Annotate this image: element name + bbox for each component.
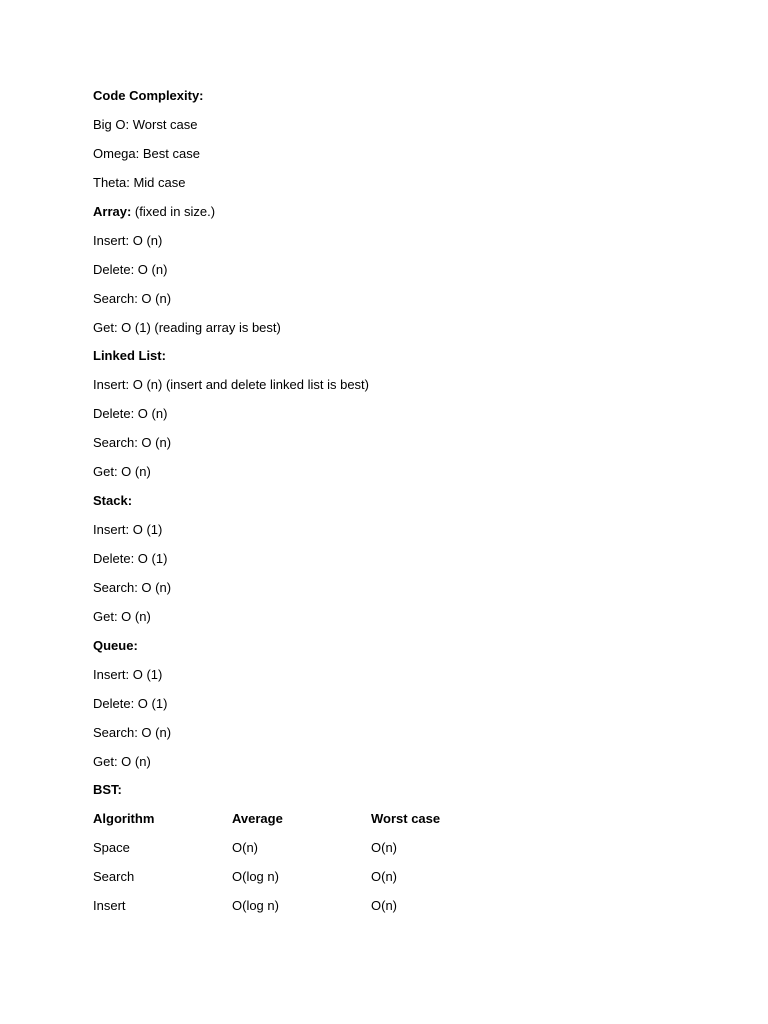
table-cell: O(n) [232, 840, 258, 855]
text-line: Delete: O (n) [93, 406, 168, 421]
heading-queue: Queue: [93, 638, 138, 653]
heading-bst: BST: [93, 782, 122, 797]
table-cell: O(n) [371, 898, 397, 913]
heading-array: Array: [93, 204, 132, 219]
table-header-cell: Average [232, 811, 283, 826]
heading-code-complexity: Code Complexity: [93, 88, 204, 103]
table-cell: O(log n) [232, 869, 279, 884]
text-line: Get: O (n) [93, 464, 151, 479]
text-line: Delete: O (n) [93, 262, 168, 277]
text-line: Get: O (n) [93, 754, 151, 769]
table-row [93, 839, 493, 857]
text-line: Search: O (n) [93, 291, 172, 306]
text-line: Insert: O (1) [93, 522, 163, 537]
text-line: Search: O (n) [93, 580, 172, 595]
table-header-row [93, 810, 493, 828]
heading-linked-list: Linked List: [93, 348, 166, 363]
table-cell: O(n) [371, 840, 397, 855]
table-header-cell: Algorithm [93, 811, 155, 826]
table-cell: O(n) [371, 869, 397, 884]
text-line: Insert: O (n) (insert and delete linked list is best) [93, 377, 370, 392]
table-cell: Space [93, 840, 130, 855]
text-line: Search: O (n) [93, 725, 172, 740]
text-line: Get: O (1) (reading array is best) [93, 320, 281, 335]
text-line: Delete: O (1) [93, 551, 168, 566]
table-row [93, 897, 493, 915]
text-line: Insert: O (n) [93, 233, 163, 248]
table-cell: Search [93, 869, 135, 884]
text-line: Delete: O (1) [93, 696, 168, 711]
heading-stack: Stack: [93, 493, 133, 508]
text-line: Get: O (n) [93, 609, 151, 624]
table-cell: Insert [93, 898, 126, 913]
array-heading-line [93, 203, 215, 221]
table-header-cell: Worst case [371, 811, 441, 826]
text-line: Insert: O (1) [93, 667, 163, 682]
text-line: Omega: Best case [93, 146, 200, 161]
text-line: Theta: Mid case [93, 175, 186, 190]
table-row [93, 868, 493, 886]
text-line: Big O: Worst case [93, 117, 198, 132]
text-line: Search: O (n) [93, 435, 172, 450]
array-note: (fixed in size.) [131, 204, 216, 219]
table-cell: O(log n) [232, 898, 279, 913]
